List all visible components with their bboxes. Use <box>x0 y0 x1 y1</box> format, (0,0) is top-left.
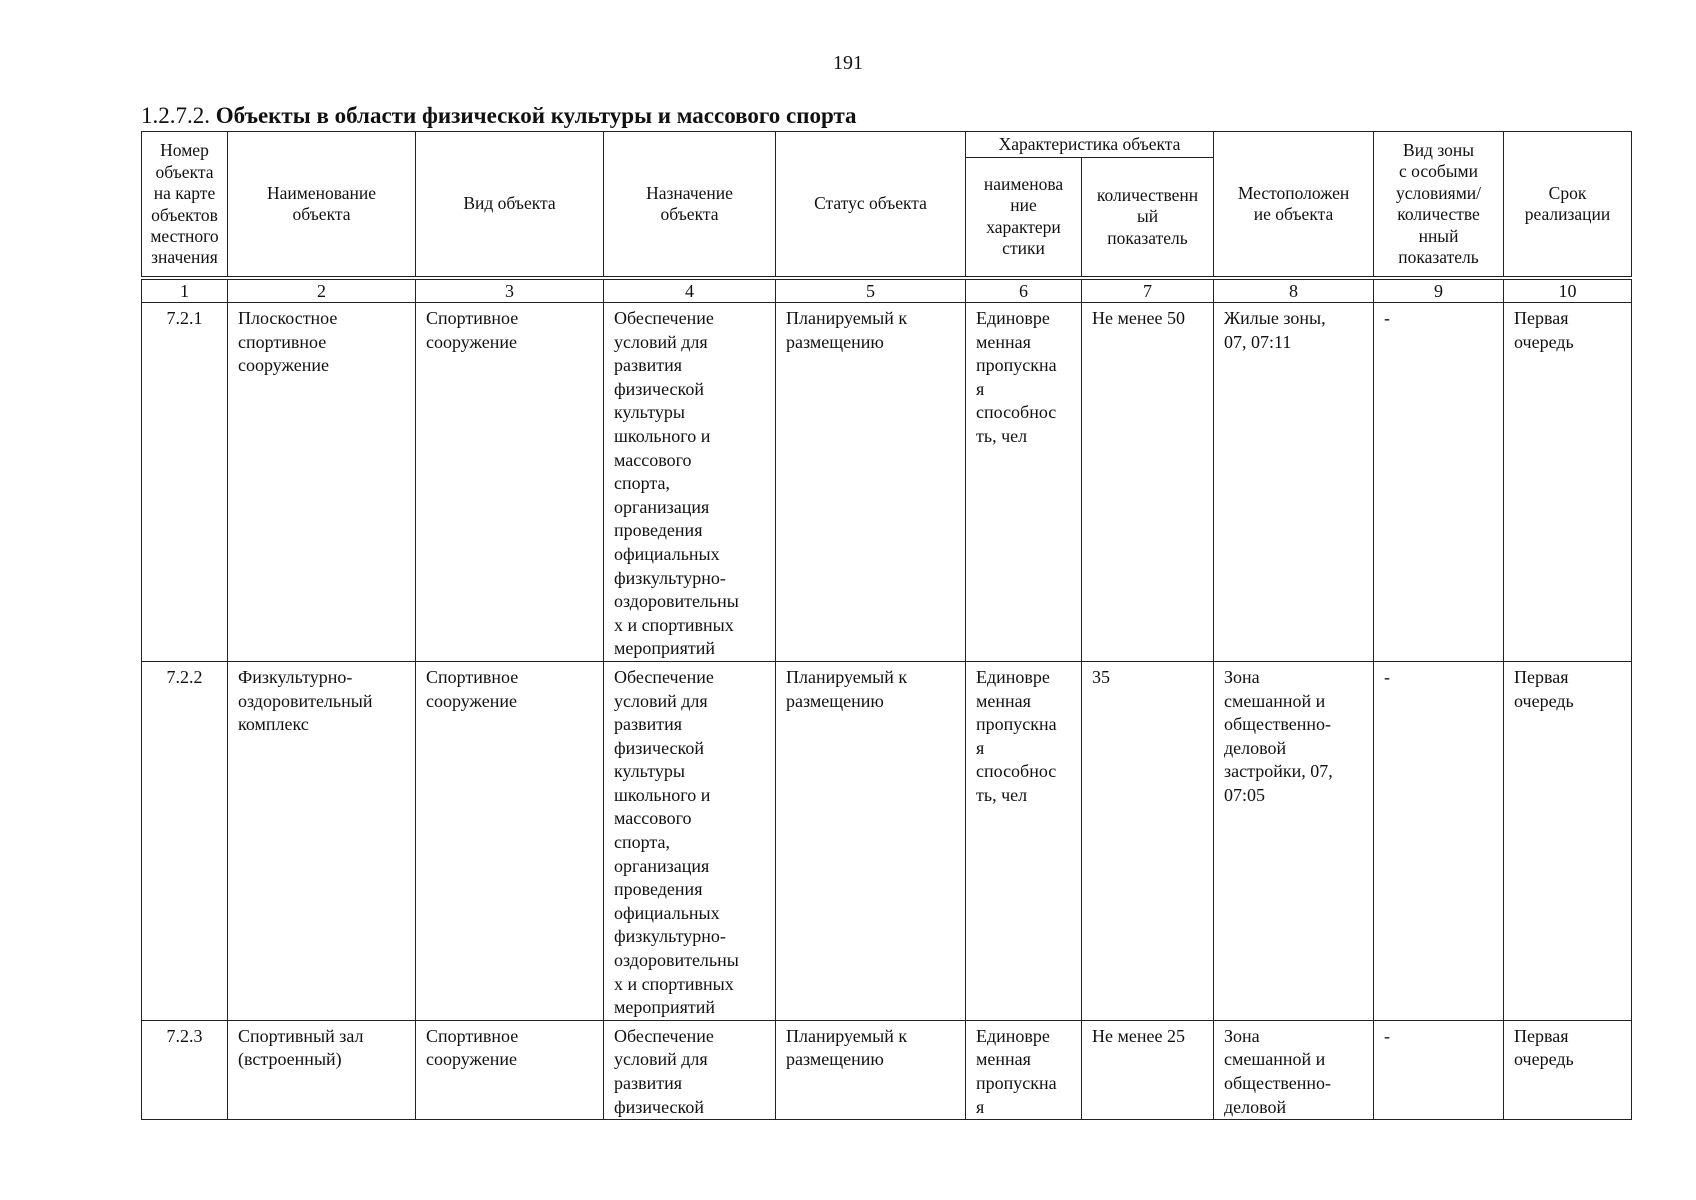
cell-object-name: Плоскостное спортивное сооружение <box>228 303 416 662</box>
cell-object-purpose: Обеспечение условий для развития физической <box>604 1020 776 1119</box>
header-deadline: Срок реализации <box>1504 132 1632 279</box>
cell-location: Жилые зоны, 07, 07:11 <box>1214 303 1374 662</box>
cell-object-number: 7.2.1 <box>142 303 228 662</box>
cell-location: Зона смешанной и общественно- деловой <box>1214 1020 1374 1119</box>
section-heading <box>141 103 857 129</box>
section-title: Объекты в области физической культуры и массового спорта <box>215 103 857 128</box>
column-numbering-row <box>142 278 1632 303</box>
cell-object-purpose: Обеспечение условий для развития физической культуры школьного и массового спорта, организация проведения официальных физкультурно- оздоровительны х и спортивных мероприятий <box>604 661 776 1020</box>
cell-deadline: Первая очередь <box>1504 303 1632 662</box>
column-number: 9 <box>1374 278 1504 303</box>
cell-special-zone: - <box>1374 303 1504 662</box>
cell-object-type: Спортивное сооружение <box>416 1020 604 1119</box>
cell-characteristic-value: Не менее 50 <box>1082 303 1214 662</box>
page-number: 191 <box>833 52 863 74</box>
cell-object-name: Физкультурно- оздоровительный комплекс <box>228 661 416 1020</box>
header-location: Местоположен ие объекта <box>1214 132 1374 279</box>
column-number: 8 <box>1214 278 1374 303</box>
cell-object-number: 7.2.3 <box>142 1020 228 1119</box>
column-number: 2 <box>228 278 416 303</box>
cell-deadline: Первая очередь <box>1504 661 1632 1020</box>
table-row <box>142 1020 1632 1119</box>
column-number: 5 <box>776 278 966 303</box>
cell-object-type: Спортивное сооружение <box>416 661 604 1020</box>
column-number: 10 <box>1504 278 1632 303</box>
header-object-name: Наименование объекта <box>228 132 416 279</box>
header-characteristic-value: количественн ый показатель <box>1082 157 1214 278</box>
cell-object-status: Планируемый к размещению <box>776 661 966 1020</box>
cell-location: Зона смешанной и общественно- деловой застройки, 07, 07:05 <box>1214 661 1374 1020</box>
table-row <box>142 661 1632 1020</box>
cell-object-status: Планируемый к размещению <box>776 303 966 662</box>
header-characteristic-name: наименова ние характери стики <box>966 157 1082 278</box>
section-number: 1.2.7.2. <box>141 103 210 128</box>
cell-characteristic-value: 35 <box>1082 661 1214 1020</box>
cell-object-name: Спортивный зал (встроенный) <box>228 1020 416 1119</box>
objects-table <box>141 131 1632 1120</box>
column-number: 7 <box>1082 278 1214 303</box>
column-number: 4 <box>604 278 776 303</box>
header-special-zone: Вид зоны с особыми условиями/ количестве нный показатель <box>1374 132 1504 279</box>
cell-special-zone: - <box>1374 661 1504 1020</box>
cell-deadline: Первая очередь <box>1504 1020 1632 1119</box>
cell-object-status: Планируемый к размещению <box>776 1020 966 1119</box>
header-characteristic-group: Характеристика объекта <box>966 132 1214 158</box>
header-object-type: Вид объекта <box>416 132 604 279</box>
header-object-status: Статус объекта <box>776 132 966 279</box>
header-object-number: Номер объекта на карте объектов местного значения <box>142 132 228 279</box>
cell-characteristic-value: Не менее 25 <box>1082 1020 1214 1119</box>
cell-object-number: 7.2.2 <box>142 661 228 1020</box>
cell-characteristic-name: Единовре менная пропускна я способнос ть, чел <box>966 303 1082 662</box>
cell-characteristic-name: Единовре менная пропускна я <box>966 1020 1082 1119</box>
cell-special-zone: - <box>1374 1020 1504 1119</box>
header-object-purpose: Назначение объекта <box>604 132 776 279</box>
cell-object-purpose: Обеспечение условий для развития физической культуры школьного и массового спорта, организация проведения официальных физкультурно- оздоровительны х и спортивных мероприятий <box>604 303 776 662</box>
cell-characteristic-name: Единовре менная пропускна я способнос ть, чел <box>966 661 1082 1020</box>
table-row <box>142 303 1632 662</box>
cell-object-type: Спортивное сооружение <box>416 303 604 662</box>
column-number: 6 <box>966 278 1082 303</box>
column-number: 3 <box>416 278 604 303</box>
column-number: 1 <box>142 278 228 303</box>
